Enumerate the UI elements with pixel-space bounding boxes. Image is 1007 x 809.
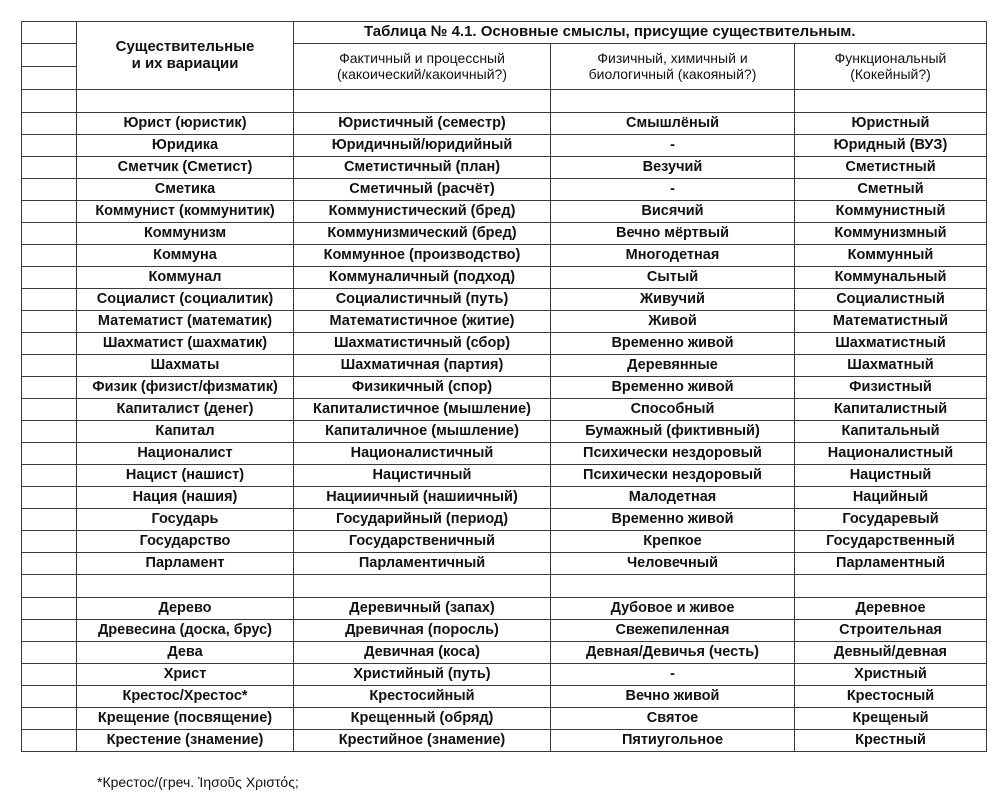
functional-cell: Шахматистный — [795, 333, 987, 355]
factual-cell: Государственичный — [294, 531, 551, 553]
noun-cell: Государство — [77, 531, 294, 553]
table-row — [22, 465, 987, 487]
table-row — [22, 135, 987, 157]
functional-cell: Крестосный — [795, 686, 987, 708]
physical-cell: Бумажный (фиктивный) — [551, 421, 795, 443]
physical-cell: Живучий — [551, 289, 795, 311]
functional-cell: Деревное — [795, 598, 987, 620]
table-row — [22, 333, 987, 355]
empty-cell — [77, 575, 294, 598]
functional-cell: Шахматный — [795, 355, 987, 377]
factual-cell: Крестийное (знамение) — [294, 730, 551, 752]
functional-cell: Сметный — [795, 179, 987, 201]
physical-cell: Святое — [551, 708, 795, 730]
table-row — [22, 553, 987, 575]
row-stub — [22, 223, 77, 245]
noun-cell: Дерево — [77, 598, 294, 620]
noun-cell: Христ — [77, 664, 294, 686]
row-stub — [22, 333, 77, 355]
table-row — [22, 620, 987, 642]
physical-cell: Вечно мёртвый — [551, 223, 795, 245]
functional-cell: Математистный — [795, 311, 987, 333]
table-title: Таблица № 4.1. Основные смыслы, присущие существительным. — [294, 22, 987, 44]
empty-cell — [294, 90, 551, 113]
physical-cell: Человечный — [551, 553, 795, 575]
table-row — [22, 487, 987, 509]
factual-cell: Христийный (путь) — [294, 664, 551, 686]
physical-column-header — [551, 44, 795, 90]
row-stub — [22, 113, 77, 135]
group-separator-row — [22, 575, 987, 598]
physical-cell: Живой — [551, 311, 795, 333]
functional-cell: Юридный (ВУЗ) — [795, 135, 987, 157]
row-stub — [22, 135, 77, 157]
factual-header-line-2: (какоический/какоичный?) — [337, 65, 507, 82]
row-stub — [22, 509, 77, 531]
noun-cell: Коммунал — [77, 267, 294, 289]
row-stub — [22, 487, 77, 509]
noun-cell: Математист (математик) — [77, 311, 294, 333]
noun-cell: Древесина (доска, брус) — [77, 620, 294, 642]
header-row-1 — [22, 22, 987, 44]
noun-cell: Коммунист (коммунитик) — [77, 201, 294, 223]
factual-cell: Парламентичный — [294, 553, 551, 575]
factual-cell: Коммуналичный (подход) — [294, 267, 551, 289]
table-row — [22, 355, 987, 377]
table-row — [22, 223, 987, 245]
functional-header-line-2: (Кокейный?) — [850, 65, 931, 82]
table-row — [22, 157, 987, 179]
noun-cell: Капиталист (денег) — [77, 399, 294, 421]
factual-cell: Физикичный (спор) — [294, 377, 551, 399]
physical-cell: Везучий — [551, 157, 795, 179]
factual-cell: Сметистичный (план) — [294, 157, 551, 179]
factual-cell: Нацистичный — [294, 465, 551, 487]
functional-cell: Государственный — [795, 531, 987, 553]
physical-cell: Висячий — [551, 201, 795, 223]
noun-cell: Социалист (социалитик) — [77, 289, 294, 311]
functional-cell: Девный/девная — [795, 642, 987, 664]
footnote: *Крестос/(греч. Ἰησοῦς Χριστός; — [97, 774, 299, 790]
table-row — [22, 598, 987, 620]
factual-cell: Юридичный/юридийный — [294, 135, 551, 157]
row-stub — [22, 465, 77, 487]
functional-column-header — [795, 44, 987, 90]
row-stub — [22, 399, 77, 421]
factual-cell: Националистичный — [294, 443, 551, 465]
table-row — [22, 267, 987, 289]
table-row — [22, 642, 987, 664]
functional-cell: Государевый — [795, 509, 987, 531]
physical-cell: Крепкое — [551, 531, 795, 553]
noun-cell: Физик (физист/физматик) — [77, 377, 294, 399]
row-stub — [22, 686, 77, 708]
nouns-header-line-1: Существительные — [115, 38, 255, 55]
physical-cell: Психически нездоровый — [551, 465, 795, 487]
functional-cell: Строительная — [795, 620, 987, 642]
physical-cell: Временно живой — [551, 509, 795, 531]
factual-cell: Коммунизмический (бред) — [294, 223, 551, 245]
noun-cell: Крестос/Хрестос* — [77, 686, 294, 708]
factual-cell: Сметичный (расчёт) — [294, 179, 551, 201]
functional-cell: Коммунистный — [795, 201, 987, 223]
row-stub — [22, 267, 77, 289]
noun-cell: Капитал — [77, 421, 294, 443]
factual-cell: Коммунистический (бред) — [294, 201, 551, 223]
table-row — [22, 245, 987, 267]
row-stub — [22, 421, 77, 443]
physical-cell: - — [551, 179, 795, 201]
physical-cell: Временно живой — [551, 377, 795, 399]
functional-cell: Юристный — [795, 113, 987, 135]
table-row — [22, 664, 987, 686]
row-stub — [22, 179, 77, 201]
empty-cell — [551, 575, 795, 598]
physical-cell: Временно живой — [551, 333, 795, 355]
factual-cell: Крещенный (обряд) — [294, 708, 551, 730]
factual-cell: Древичная (поросль) — [294, 620, 551, 642]
noun-cell: Коммунизм — [77, 223, 294, 245]
functional-cell: Крещеный — [795, 708, 987, 730]
row-stub — [22, 245, 77, 267]
factual-header-line-1: Фактичный и процессный — [339, 50, 505, 67]
table-row — [22, 531, 987, 553]
table-row — [22, 311, 987, 333]
physical-cell: - — [551, 664, 795, 686]
table-row — [22, 113, 987, 135]
factual-cell: Шахматистичный (сбор) — [294, 333, 551, 355]
noun-cell: Крещение (посвящение) — [77, 708, 294, 730]
factual-cell: Нацииичный (нашиичный) — [294, 487, 551, 509]
row-stub — [22, 730, 77, 752]
noun-cell: Шахматы — [77, 355, 294, 377]
physical-cell: Вечно живой — [551, 686, 795, 708]
functional-cell: Социалистный — [795, 289, 987, 311]
physical-cell: Деревянные — [551, 355, 795, 377]
row-stub — [22, 553, 77, 575]
table-row — [22, 201, 987, 223]
noun-cell: Сметчик (Сметист) — [77, 157, 294, 179]
row-stub — [22, 620, 77, 642]
row-stub — [22, 708, 77, 730]
row-stub — [22, 531, 77, 553]
factual-cell: Деревичный (запах) — [294, 598, 551, 620]
row-stub — [22, 642, 77, 664]
functional-cell: Капитальный — [795, 421, 987, 443]
noun-cell: Шахматист (шахматик) — [77, 333, 294, 355]
row-stub — [22, 664, 77, 686]
physical-cell: Малодетная — [551, 487, 795, 509]
physical-cell: Свежепиленная — [551, 620, 795, 642]
row-stub — [22, 289, 77, 311]
row-stub — [22, 443, 77, 465]
table-row — [22, 708, 987, 730]
physical-cell: Психически нездоровый — [551, 443, 795, 465]
physical-cell: Пятиугольное — [551, 730, 795, 752]
table-row — [22, 730, 987, 752]
table-row — [22, 289, 987, 311]
factual-column-header — [294, 44, 551, 90]
noun-cell: Дева — [77, 642, 294, 664]
factual-cell: Математистичное (житие) — [294, 311, 551, 333]
factual-cell: Капиталистичное (мышление) — [294, 399, 551, 421]
table-row — [22, 686, 987, 708]
factual-cell: Шахматичная (партия) — [294, 355, 551, 377]
empty-cell — [795, 575, 987, 598]
row-stub — [22, 201, 77, 223]
noun-cell: Крестение (знамение) — [77, 730, 294, 752]
functional-cell: Коммунный — [795, 245, 987, 267]
spacer-row — [22, 90, 987, 113]
noun-cell: Сметика — [77, 179, 294, 201]
nouns-header-line-2: и их вариации — [131, 54, 239, 72]
functional-cell: Националистный — [795, 443, 987, 465]
functional-cell: Парламентный — [795, 553, 987, 575]
physical-header-line-1: Физичный, химичный и — [597, 50, 748, 67]
noun-cell: Нация (нашия) — [77, 487, 294, 509]
noun-cell: Парламент — [77, 553, 294, 575]
functional-cell: Христный — [795, 664, 987, 686]
empty-cell — [551, 90, 795, 113]
physical-header-line-2: биологичный (какояный?) — [588, 65, 757, 82]
physical-cell: Многодетная — [551, 245, 795, 267]
functional-cell: Капиталистный — [795, 399, 987, 421]
row-stub — [22, 44, 77, 67]
factual-cell: Девичная (коса) — [294, 642, 551, 664]
table-row — [22, 399, 987, 421]
factual-cell: Коммунное (производство) — [294, 245, 551, 267]
meanings-table — [21, 21, 987, 752]
noun-cell: Коммуна — [77, 245, 294, 267]
physical-cell: Сытый — [551, 267, 795, 289]
functional-cell: Сметистный — [795, 157, 987, 179]
row-stub — [22, 67, 77, 90]
functional-header-line-1: Функциональный — [834, 50, 947, 67]
physical-cell: Дубовое и живое — [551, 598, 795, 620]
table-row — [22, 179, 987, 201]
noun-cell: Нацист (нашист) — [77, 465, 294, 487]
table-row — [22, 509, 987, 531]
row-stub — [22, 377, 77, 399]
physical-cell: - — [551, 135, 795, 157]
factual-cell: Крестосийный — [294, 686, 551, 708]
row-stub — [22, 90, 77, 113]
functional-cell: Физистный — [795, 377, 987, 399]
factual-cell: Государийный (период) — [294, 509, 551, 531]
factual-cell: Капиталичное (мышление) — [294, 421, 551, 443]
row-stub — [22, 157, 77, 179]
noun-cell: Юрист (юристик) — [77, 113, 294, 135]
noun-cell: Юридика — [77, 135, 294, 157]
functional-cell: Коммунизмный — [795, 223, 987, 245]
physical-cell: Смышлёный — [551, 113, 795, 135]
noun-cell: Государь — [77, 509, 294, 531]
empty-cell — [795, 90, 987, 113]
table-row — [22, 443, 987, 465]
row-stub — [22, 22, 77, 44]
nouns-column-header — [77, 22, 294, 90]
functional-cell: Нацистный — [795, 465, 987, 487]
physical-cell: Девная/Девичья (честь) — [551, 642, 795, 664]
factual-cell: Социалистичный (путь) — [294, 289, 551, 311]
noun-cell: Националист — [77, 443, 294, 465]
functional-cell: Нацийный — [795, 487, 987, 509]
empty-cell — [77, 90, 294, 113]
row-stub — [22, 355, 77, 377]
row-stub — [22, 598, 77, 620]
functional-cell: Крестный — [795, 730, 987, 752]
table-row — [22, 377, 987, 399]
factual-cell: Юристичный (семестр) — [294, 113, 551, 135]
physical-cell: Способный — [551, 399, 795, 421]
row-stub — [22, 311, 77, 333]
empty-cell — [294, 575, 551, 598]
row-stub — [22, 575, 77, 598]
functional-cell: Коммунальный — [795, 267, 987, 289]
table-row — [22, 421, 987, 443]
